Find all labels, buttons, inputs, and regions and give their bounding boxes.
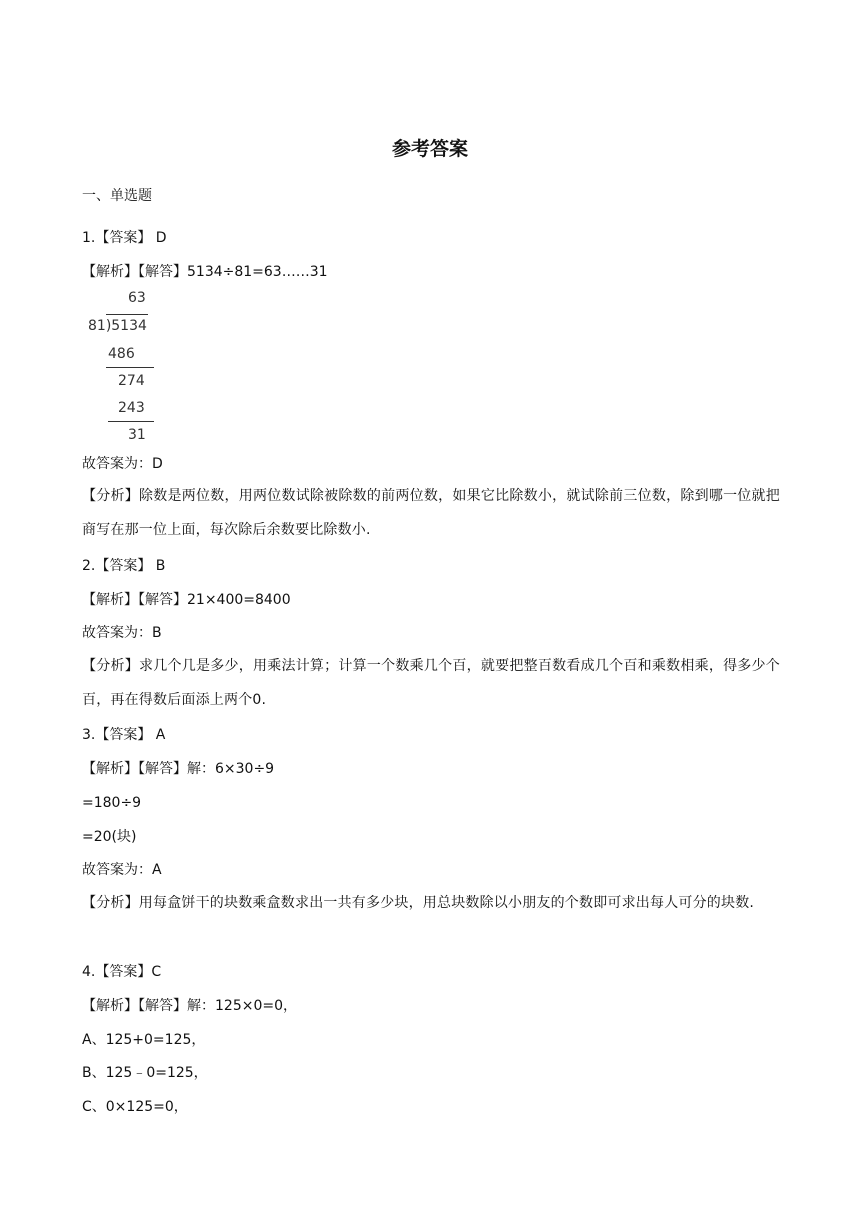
q1-conclusion: 故答案为：D [82,456,163,472]
q1-analysis: 【解析】【解答】5134÷81=63……31 [82,264,328,280]
q4-answer: 4.【答案】C [82,964,162,980]
q4-option-b: B、125﹣0=125， [82,1065,208,1081]
ld-rule-1 [106,367,154,368]
q1-explanation: 【分析】除数是两位数，用两位数试除被除数的前两位数，如果它比除数小，就试除前三位数，除到哪一位就把商写在那一位上面，每次除后余数要比除数小. [82,488,780,538]
ld-step2: 243 [118,400,145,416]
ld-step1: 486 [108,346,135,362]
q3-analysis: 【解析】【解答】解：6×30÷9 [82,761,275,777]
q2-explanation: 【分析】求几个几是多少，用乘法计算；计算一个数乘几个百，就要把整百数看成几个百和乘数相乘，得多少个百，再在得数后面添上两个0. [82,658,780,708]
ld-rule-2 [108,421,154,422]
q2-answer: 2.【答案】 B [82,558,166,574]
q4-option-c: C、0×125=0， [82,1099,188,1115]
q3-explanation: 【分析】用每盒饼干的块数乘盒数求出一共有多少块，用总块数除以小朋友的个数即可求出每人可分的块数. [82,895,755,911]
q4-analysis: 【解析】【解答】解：125×0=0， [82,998,297,1014]
long-division-figure [88,290,168,450]
ld-remainder1: 274 [118,373,145,389]
q3-step2: =20(块) [82,829,137,845]
page-title: 参考答案 [391,138,468,160]
q3-answer: 3.【答案】 A [82,727,166,743]
ld-bracket-line [106,314,148,315]
q2-conclusion: 故答案为：B [82,625,162,641]
ld-remainder2: 31 [128,427,146,443]
q3-conclusion: 故答案为：A [82,862,162,878]
q2-analysis: 【解析】【解答】21×400=8400 [82,592,291,608]
q1-answer: 1.【答案】 D [82,230,167,246]
section-heading: 一、单选题 [82,188,152,204]
ld-divisor-dividend: 81)5134 [88,318,147,334]
q4-option-a: A、125+0=125， [82,1032,206,1048]
ld-quotient: 63 [128,290,146,306]
q3-step1: =180÷9 [82,795,142,811]
